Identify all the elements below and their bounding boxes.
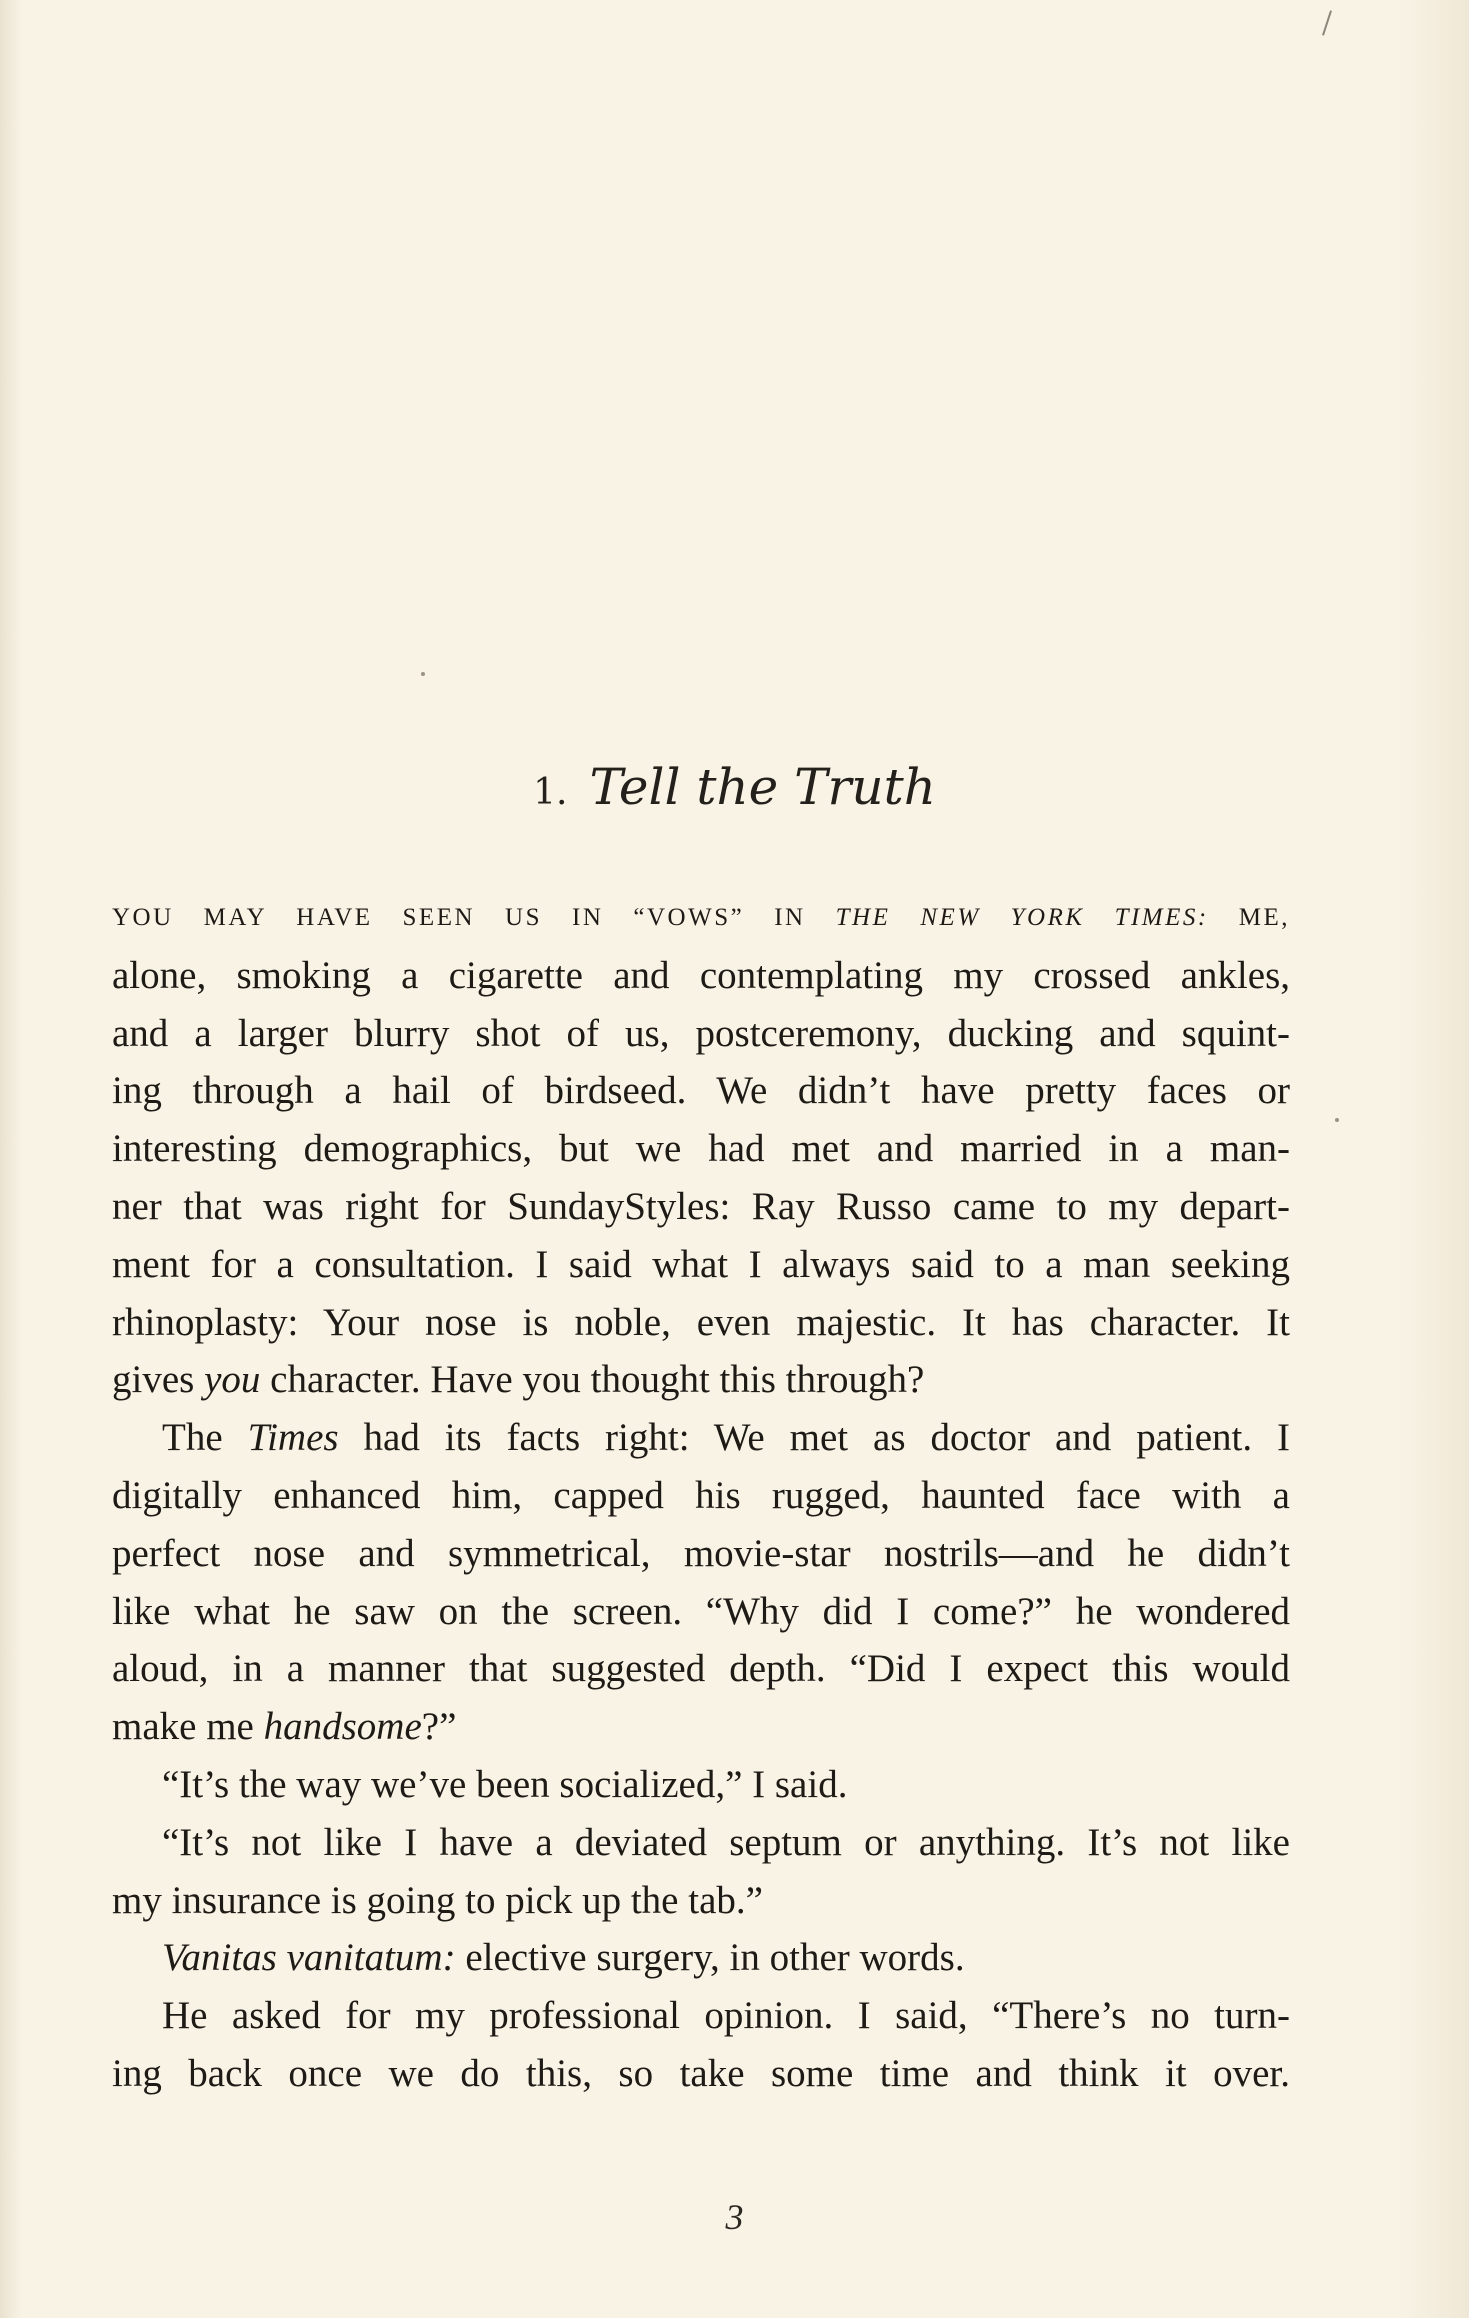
text-line: ing back once we do this, so take some time and think it over. (112, 2051, 1290, 2095)
page-shadow-left (0, 0, 22, 2318)
chapter-title: Tell the Truth (589, 758, 936, 816)
page-shadow-right (1399, 0, 1469, 2318)
text-line: gives you character. Have you thought this through? (112, 1358, 925, 1402)
chapter-number: 1. (533, 772, 568, 813)
text-line: YOU MAY HAVE SEEN US IN “VOWS” IN THE NEW YORK TIMES: ME, (112, 904, 1290, 931)
text-line: ing through a hail of birdseed. We didn’t have pretty faces or (112, 1069, 1290, 1113)
text-line: and a larger blurry shot of us, postceremony, ducking and squint- (112, 1011, 1290, 1055)
text-line: like what he saw on the screen. “Why did I come?” he wondered (112, 1589, 1290, 1633)
text-line: my insurance is going to pick up the tab.” (112, 1878, 763, 1922)
text-line: “It’s not like I have a deviated septum or anything. It’s not like (162, 1820, 1290, 1864)
text-line: The Times had its facts right: We met as doctor and patient. I (162, 1416, 1291, 1460)
text-line: Vanitas vanitatum: elective surgery, in other words. (162, 1936, 965, 1980)
paper-speck (1335, 1118, 1339, 1122)
text-line: interesting demographics, but we had met and married in a man- (112, 1127, 1290, 1171)
text-line: “It’s the way we’ve been socialized,” I said. (162, 1762, 848, 1806)
text-line: aloud, in a manner that suggested depth. “Did I expect this would (112, 1647, 1290, 1691)
text-line: digitally enhanced him, capped his rugged, haunted face with a (112, 1473, 1290, 1517)
body-text (112, 889, 1290, 2103)
text-line: alone, smoking a cigarette and contemplating my crossed ankles, (112, 953, 1290, 997)
page-number: 3 (725, 2197, 744, 2237)
text-line: He asked for my professional opinion. I said, “There’s no turn- (162, 1994, 1290, 2038)
text-line: ment for a consultation. I said what I always said to a man seeking (112, 1242, 1290, 1286)
text-line: rhinoplasty: Your nose is noble, even majestic. It has character. It (112, 1300, 1290, 1344)
page-mark (1322, 10, 1332, 35)
chapter-heading (0, 752, 1469, 828)
text-line: make me handsome?” (112, 1705, 457, 1749)
text-line: perfect nose and symmetrical, movie-star nostrils—and he didn’t (112, 1531, 1290, 1575)
text-line: ner that was right for SundayStyles: Ray Russo came to my depart- (112, 1184, 1290, 1228)
paper-speck (421, 672, 425, 676)
